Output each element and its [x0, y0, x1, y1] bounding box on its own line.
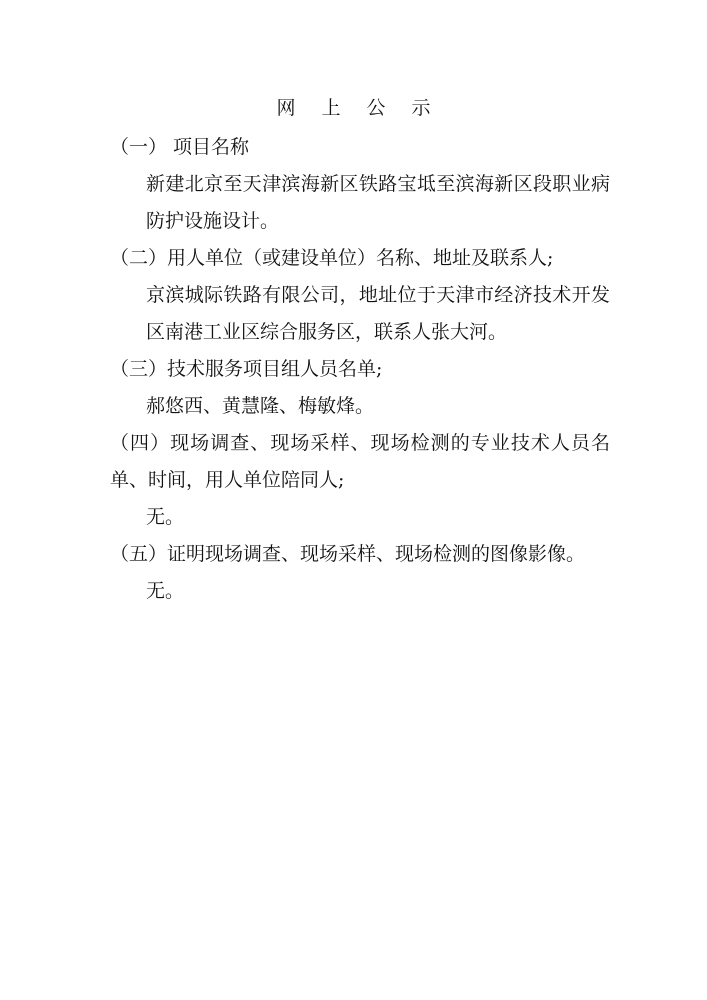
- section-4: [110, 425, 610, 536]
- section-5-content: 无。: [146, 580, 185, 602]
- section-2-heading: （二）用人单位（或建设单位）名称、地址及联系人;: [110, 247, 554, 269]
- section-1-content: 新建北京至天津滨海新区铁路宝坻至滨海新区段职业病防护设施设计。: [146, 173, 610, 232]
- section-4-heading: （四）现场调查、现场采样、现场检测的专业技术人员名单、时间，用人单位陪同人;: [110, 432, 610, 491]
- section-4-content: 无。: [146, 506, 185, 528]
- section-1-heading: （一） 项目名称: [110, 136, 250, 158]
- section-3: [110, 351, 610, 425]
- section-3-content: 郝悠西、黄慧隆、梅敏烽。: [146, 395, 375, 417]
- section-3-heading: （三）技术服务项目组人员名单;: [110, 358, 383, 380]
- document-title: 网 上 公 示: [276, 97, 441, 119]
- section-5: [110, 536, 610, 610]
- section-5-heading: （五）证明现场调查、现场采样、现场检测的图像影像。: [110, 543, 586, 565]
- section-1: [110, 129, 610, 240]
- section-2-content: 京滨城际铁路有限公司，地址位于天津市经济技术开发区南港工业区综合服务区，联系人张大河。: [146, 284, 610, 343]
- document-body: [110, 129, 610, 610]
- section-2: [110, 240, 610, 351]
